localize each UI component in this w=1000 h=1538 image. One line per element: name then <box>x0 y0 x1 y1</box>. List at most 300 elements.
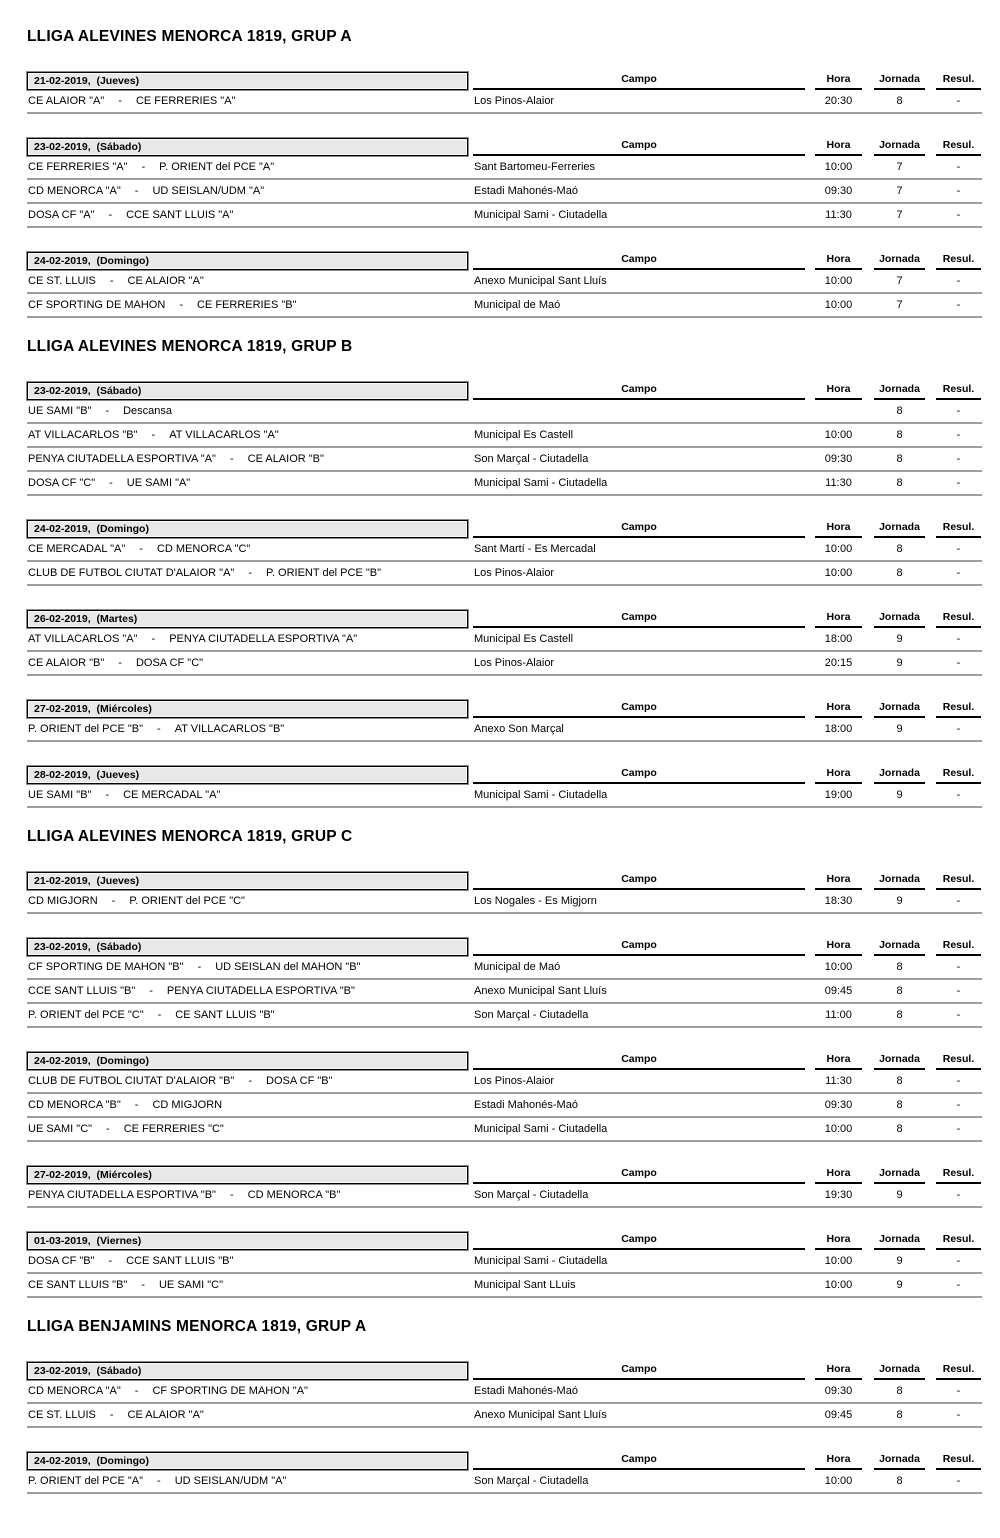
date-label: 23-02-2019, (Sábado) <box>34 385 142 397</box>
column-header-resul: Resul. <box>936 767 981 784</box>
column-header-resul: Resul. <box>936 1053 981 1070</box>
match-row <box>27 718 982 742</box>
column-header-jornada: Jornada <box>874 521 925 538</box>
match-campo: Municipal de Maó <box>474 299 561 311</box>
match-jornada: 8 <box>896 95 903 107</box>
match-campo: Municipal Es Castell <box>474 429 574 441</box>
column-header-jornada: Jornada <box>874 1053 925 1070</box>
match-campo: Estadi Mahonés-Maó <box>474 1099 578 1111</box>
match-resul: - <box>956 961 961 973</box>
block-header-row <box>27 762 982 784</box>
match-campo: Municipal Sami - Ciutadella <box>474 1123 608 1135</box>
match-rows <box>27 956 982 1028</box>
away-team: UD SEISLAN del MAHON "B" <box>215 961 361 973</box>
block-header-row <box>27 68 982 90</box>
team-separator: - <box>111 895 116 907</box>
date-header-box <box>27 1362 468 1380</box>
team-separator: - <box>134 1385 139 1397</box>
match-campo: Municipal Es Castell <box>474 633 574 645</box>
match-teams <box>27 985 468 997</box>
match-campo: Municipal Sant LLuis <box>474 1279 576 1291</box>
column-header-jornada: Jornada <box>874 767 925 784</box>
match-teams <box>27 1189 468 1201</box>
match-teams <box>27 405 468 417</box>
home-team: AT VILLACARLOS "A" <box>28 633 138 645</box>
match-hora: 11:30 <box>825 477 852 489</box>
match-jornada: 8 <box>896 567 903 579</box>
league-title: LLIGA ALEVINES MENORCA 1819, GRUP A <box>27 28 352 45</box>
team-separator: - <box>105 405 110 417</box>
away-team: AT VILLACARLOS "B" <box>174 723 285 735</box>
match-hora: 11:30 <box>825 1075 852 1087</box>
date-header-box <box>27 610 468 628</box>
match-row <box>27 890 982 914</box>
match-hora: 09:30 <box>824 453 853 465</box>
match-resul: - <box>956 985 961 997</box>
team-separator: - <box>157 1009 162 1021</box>
match-rows <box>27 1070 982 1142</box>
match-resul: - <box>956 209 961 221</box>
match-row <box>27 1070 982 1094</box>
away-team: CE FERRERIES "A" <box>135 95 236 107</box>
match-row <box>27 1470 982 1494</box>
match-teams <box>27 633 468 645</box>
match-hora: 10:00 <box>824 1475 853 1487</box>
match-rows <box>27 90 982 114</box>
match-resul: - <box>956 1409 961 1421</box>
column-header-campo: Campo <box>473 1167 805 1184</box>
match-rows <box>27 538 982 586</box>
match-row <box>27 538 982 562</box>
away-team: UE SAMI "C" <box>158 1279 224 1291</box>
match-jornada: 8 <box>896 543 903 555</box>
match-jornada: 7 <box>896 161 903 173</box>
block-header-row <box>27 134 982 156</box>
match-jornada: 8 <box>896 477 903 489</box>
home-team: P. ORIENT del PCE "A" <box>28 1475 144 1487</box>
date-label: 23-02-2019, (Sábado) <box>34 1365 142 1377</box>
fixture-date-block <box>27 1228 982 1298</box>
column-header-campo: Campo <box>473 139 805 156</box>
match-row <box>27 1274 982 1298</box>
column-header-campo: Campo <box>473 767 805 784</box>
match-teams <box>27 789 468 801</box>
match-hora: 11:00 <box>825 1009 852 1021</box>
match-hora: 10:00 <box>824 275 853 287</box>
column-header-resul: Resul. <box>936 521 981 538</box>
match-hora: 18:30 <box>824 895 853 907</box>
home-team: UE SAMI "B" <box>28 405 92 417</box>
match-jornada: 8 <box>896 985 903 997</box>
match-row <box>27 980 982 1004</box>
fixture-date-block <box>27 134 982 228</box>
match-hora: 19:30 <box>824 1189 853 1201</box>
block-header-row <box>27 696 982 718</box>
away-team: CE ALAIOR "B" <box>247 453 324 465</box>
column-header-jornada: Jornada <box>874 611 925 628</box>
column-header-hora: Hora <box>815 521 862 538</box>
team-separator: - <box>134 185 139 197</box>
match-teams <box>27 453 468 465</box>
match-row <box>27 562 982 586</box>
column-header-campo: Campo <box>473 521 805 538</box>
home-team: CE ALAIOR "B" <box>28 657 105 669</box>
column-header-jornada: Jornada <box>874 1453 925 1470</box>
away-team: PENYA CIUTADELLA ESPORTIVA "A" <box>169 633 358 645</box>
match-hora: 09:30 <box>824 1385 853 1397</box>
date-label: 23-02-2019, (Sábado) <box>34 941 142 953</box>
block-header-row <box>27 1162 982 1184</box>
match-jornada: 8 <box>896 453 903 465</box>
team-separator: - <box>149 985 153 997</box>
block-header-row <box>27 1448 982 1470</box>
column-header-hora: Hora <box>815 1167 862 1184</box>
column-header-campo: Campo <box>473 1233 805 1250</box>
home-team: CD MIGJORN <box>28 895 98 907</box>
team-separator: - <box>157 1475 161 1487</box>
team-separator: - <box>197 961 202 973</box>
block-header-row <box>27 378 982 400</box>
match-jornada: 8 <box>896 405 903 417</box>
match-hora: 20:30 <box>824 95 853 107</box>
match-resul: - <box>956 1279 961 1291</box>
match-teams <box>27 1385 468 1397</box>
match-hora: 10:00 <box>824 543 853 555</box>
team-separator: - <box>109 477 113 489</box>
match-jornada: 9 <box>896 723 903 735</box>
match-resul: - <box>956 895 961 907</box>
team-separator: - <box>229 1189 234 1201</box>
date-header-box <box>27 872 468 890</box>
league-blocks <box>27 1358 982 1494</box>
away-team: UE SAMI "A" <box>126 477 191 489</box>
match-jornada: 8 <box>896 1009 903 1021</box>
column-header-jornada: Jornada <box>874 139 925 156</box>
away-team: DOSA CF "C" <box>135 657 204 669</box>
column-header-resul: Resul. <box>936 1167 981 1184</box>
match-hora: 18:00 <box>824 723 853 735</box>
column-header-hora: Hora <box>815 1453 862 1470</box>
home-team: CD MENORCA "A" <box>28 1385 121 1397</box>
match-teams <box>27 723 468 735</box>
match-campo: Anexo Municipal Sant Lluís <box>474 275 607 287</box>
match-jornada: 8 <box>896 429 903 441</box>
match-resul: - <box>956 453 961 465</box>
match-hora: 10:00 <box>824 429 853 441</box>
date-label: 24-02-2019, (Domingo) <box>34 1055 149 1067</box>
team-separator: - <box>141 1279 145 1291</box>
team-separator: - <box>248 1075 252 1087</box>
league-section <box>27 828 982 1298</box>
column-header-resul: Resul. <box>936 139 981 156</box>
match-resul: - <box>956 543 961 555</box>
date-header-box <box>27 138 468 156</box>
team-separator: - <box>108 1255 113 1267</box>
fixture-date-block <box>27 606 982 676</box>
date-header-box <box>27 252 468 270</box>
match-resul: - <box>956 477 961 489</box>
column-header-hora: Hora <box>815 1053 862 1070</box>
match-hora: 19:00 <box>824 789 853 801</box>
team-separator: - <box>179 299 183 311</box>
away-team: UD SEISLAN/UDM "A" <box>152 185 265 197</box>
match-row <box>27 956 982 980</box>
home-team: P. ORIENT del PCE "C" <box>28 1009 144 1021</box>
date-label: 26-02-2019, (Martes) <box>34 613 138 625</box>
team-separator: - <box>118 95 122 107</box>
home-team: DOSA CF "C" <box>28 477 96 489</box>
match-resul: - <box>956 405 961 417</box>
away-team: P. ORIENT del PCE "A" <box>159 161 275 173</box>
match-teams <box>27 161 468 173</box>
match-row <box>27 270 982 294</box>
column-header-resul: Resul. <box>936 1233 981 1250</box>
fixture-date-block <box>27 1048 982 1142</box>
match-hora: 18:00 <box>824 633 853 645</box>
column-header-hora: Hora <box>815 253 862 270</box>
match-resul: - <box>956 299 961 311</box>
team-separator: - <box>151 429 156 441</box>
match-campo: Sant Bartomeu-Ferreries <box>474 161 596 173</box>
match-resul: - <box>956 723 961 735</box>
match-teams <box>27 209 468 221</box>
column-header-hora: Hora <box>815 939 862 956</box>
match-rows <box>27 890 982 914</box>
away-team: CE SANT LLUIS "B" <box>175 1009 275 1021</box>
match-jornada: 8 <box>896 961 903 973</box>
match-row <box>27 1184 982 1208</box>
date-label: 28-02-2019, (Jueves) <box>34 769 140 781</box>
match-hora: 10:00 <box>824 567 853 579</box>
away-team: CD MENORCA "B" <box>247 1189 341 1201</box>
match-hora: 20:15 <box>824 657 853 669</box>
date-label: 21-02-2019, (Jueves) <box>34 875 140 887</box>
match-row <box>27 294 982 318</box>
date-label: 01-03-2019, (Viernes) <box>34 1235 142 1247</box>
away-team: CE ALAIOR "A" <box>127 1409 204 1421</box>
column-header-hora: Hora <box>815 701 862 718</box>
match-teams <box>27 429 468 441</box>
league-title: LLIGA ALEVINES MENORCA 1819, GRUP C <box>27 828 353 845</box>
fixture-date-block <box>27 68 982 114</box>
match-resul: - <box>956 1255 961 1267</box>
home-team: CLUB DE FUTBOL CIUTAT D'ALAIOR "B" <box>28 1075 235 1087</box>
match-campo: Municipal Sami - Ciutadella <box>474 209 608 221</box>
match-teams <box>27 95 468 107</box>
column-header-resul: Resul. <box>936 701 981 718</box>
column-header-jornada: Jornada <box>874 1233 925 1250</box>
date-header-box <box>27 382 468 400</box>
match-jornada: 8 <box>896 1075 903 1087</box>
column-header-campo: Campo <box>473 1053 805 1070</box>
match-resul: - <box>956 1385 961 1397</box>
match-row <box>27 1380 982 1404</box>
match-jornada: 9 <box>896 895 903 907</box>
block-header-row <box>27 248 982 270</box>
column-header-campo: Campo <box>473 1363 805 1380</box>
match-jornada: 9 <box>896 657 903 669</box>
away-team: CCE SANT LLUIS "A" <box>126 209 234 221</box>
league-blocks <box>27 68 982 318</box>
match-row <box>27 448 982 472</box>
home-team: AT VILLACARLOS "B" <box>28 429 138 441</box>
match-resul: - <box>956 95 961 107</box>
match-campo: Municipal Sami - Ciutadella <box>474 1255 608 1267</box>
date-label: 23-02-2019, (Sábado) <box>34 141 142 153</box>
away-team: Descansa <box>123 405 173 417</box>
home-team: P. ORIENT del PCE "B" <box>28 723 144 735</box>
match-jornada: 7 <box>896 299 903 311</box>
match-campo: Municipal de Maó <box>474 961 561 973</box>
match-jornada: 9 <box>896 789 903 801</box>
match-teams <box>27 1009 468 1021</box>
date-label: 24-02-2019, (Domingo) <box>34 255 149 267</box>
league-section <box>27 338 982 808</box>
date-header-box <box>27 520 468 538</box>
match-resul: - <box>956 1075 961 1087</box>
block-header-row <box>27 516 982 538</box>
league-title: LLIGA ALEVINES MENORCA 1819, GRUP B <box>27 338 353 355</box>
team-separator: - <box>141 161 146 173</box>
match-teams <box>27 1475 468 1487</box>
column-header-campo: Campo <box>473 253 805 270</box>
match-teams <box>27 657 468 669</box>
column-header-hora: Hora <box>815 139 862 156</box>
match-teams <box>27 1075 468 1087</box>
match-resul: - <box>956 789 961 801</box>
match-campo: Municipal Sami - Ciutadella <box>474 477 608 489</box>
column-header-jornada: Jornada <box>874 383 925 400</box>
column-header-resul: Resul. <box>936 1363 981 1380</box>
league-section <box>27 28 982 318</box>
match-hora: 10:00 <box>824 961 853 973</box>
home-team: CE MERCADAL "A" <box>28 543 126 555</box>
column-header-hora: Hora <box>815 1363 862 1380</box>
away-team: CF SPORTING DE MAHON "A" <box>152 1385 308 1397</box>
team-separator: - <box>248 567 252 579</box>
match-rows <box>27 270 982 318</box>
match-row <box>27 156 982 180</box>
match-row <box>27 424 982 448</box>
date-header-box <box>27 766 468 784</box>
column-header-resul: Resul. <box>936 873 981 890</box>
match-row <box>27 400 982 424</box>
column-header-hora: Hora <box>815 383 862 400</box>
match-hora: 09:30 <box>824 185 853 197</box>
column-header-hora: Hora <box>815 767 862 784</box>
team-separator: - <box>229 453 234 465</box>
match-teams <box>27 1279 468 1291</box>
match-teams <box>27 299 468 311</box>
match-campo: Anexo Municipal Sant Lluís <box>474 985 607 997</box>
match-campo: Sant Martí - Es Mercadal <box>474 543 596 555</box>
match-resul: - <box>956 275 961 287</box>
home-team: CE ALAIOR "A" <box>28 95 105 107</box>
match-row <box>27 204 982 228</box>
column-header-jornada: Jornada <box>874 253 925 270</box>
date-label: 27-02-2019, (Miércoles) <box>34 703 152 715</box>
away-team: CE MERCADAL "A" <box>123 789 221 801</box>
match-rows <box>27 1380 982 1428</box>
match-hora: 10:00 <box>824 1279 853 1291</box>
match-campo: Son Marçal - Ciutadella <box>474 1189 589 1201</box>
match-jornada: 7 <box>896 275 903 287</box>
match-jornada: 9 <box>896 633 903 645</box>
match-rows <box>27 1250 982 1298</box>
team-separator: - <box>157 723 161 735</box>
home-team: CE ST. LLUIS <box>28 275 96 287</box>
fixture-date-block <box>27 1358 982 1428</box>
fixture-date-block <box>27 1448 982 1494</box>
column-header-resul: Resul. <box>936 73 981 90</box>
match-row <box>27 1118 982 1142</box>
match-jornada: 9 <box>896 1279 903 1291</box>
home-team: CE ST. LLUIS <box>28 1409 96 1421</box>
column-header-campo: Campo <box>473 701 805 718</box>
match-jornada: 7 <box>896 185 903 197</box>
match-campo: Los Pinos-Alaior <box>474 95 555 107</box>
column-header-hora: Hora <box>815 1233 862 1250</box>
match-resul: - <box>956 185 961 197</box>
home-team: CF SPORTING DE MAHON "B" <box>28 961 184 973</box>
match-rows <box>27 628 982 676</box>
match-campo: Los Pinos-Alaior <box>474 657 555 669</box>
column-header-campo: Campo <box>473 939 805 956</box>
date-header-box <box>27 1166 468 1184</box>
match-rows <box>27 1184 982 1208</box>
match-jornada: 9 <box>896 1189 903 1201</box>
away-team: CE FERRERIES "C" <box>123 1123 224 1135</box>
column-header-campo: Campo <box>473 73 805 90</box>
away-team: P. ORIENT del PCE "B" <box>266 567 382 579</box>
date-label: 24-02-2019, (Domingo) <box>34 523 149 535</box>
match-resul: - <box>956 657 961 669</box>
match-jornada: 8 <box>896 1409 903 1421</box>
home-team: CCE SANT LLUIS "B" <box>28 985 136 997</box>
match-teams <box>27 477 468 489</box>
match-resul: - <box>956 633 961 645</box>
match-row <box>27 472 982 496</box>
block-header-row <box>27 1048 982 1070</box>
column-header-resul: Resul. <box>936 939 981 956</box>
match-row <box>27 628 982 652</box>
team-separator: - <box>106 1123 110 1135</box>
away-team: DOSA CF "B" <box>266 1075 333 1087</box>
team-separator: - <box>151 633 156 645</box>
home-team: DOSA CF "A" <box>28 209 95 221</box>
block-header-row <box>27 606 982 628</box>
match-hora: 11:30 <box>825 209 852 221</box>
team-separator: - <box>108 209 113 221</box>
match-teams <box>27 185 468 197</box>
fixture-date-block <box>27 868 982 914</box>
match-jornada: 8 <box>896 1385 903 1397</box>
team-separator: - <box>118 657 122 669</box>
away-team: PENYA CIUTADELLA ESPORTIVA "B" <box>166 985 355 997</box>
date-header-box <box>27 1452 468 1470</box>
match-rows <box>27 784 982 808</box>
date-label: 27-02-2019, (Miércoles) <box>34 1169 152 1181</box>
fixture-date-block <box>27 378 982 496</box>
match-jornada: 9 <box>896 1255 903 1267</box>
home-team: PENYA CIUTADELLA ESPORTIVA "A" <box>28 453 216 465</box>
match-hora: 10:00 <box>824 1255 853 1267</box>
fixture-date-block <box>27 762 982 808</box>
column-header-hora: Hora <box>815 611 862 628</box>
match-campo: Los Nogales - Es Migjorn <box>474 895 597 907</box>
block-header-row <box>27 1228 982 1250</box>
home-team: UE SAMI "C" <box>28 1123 93 1135</box>
